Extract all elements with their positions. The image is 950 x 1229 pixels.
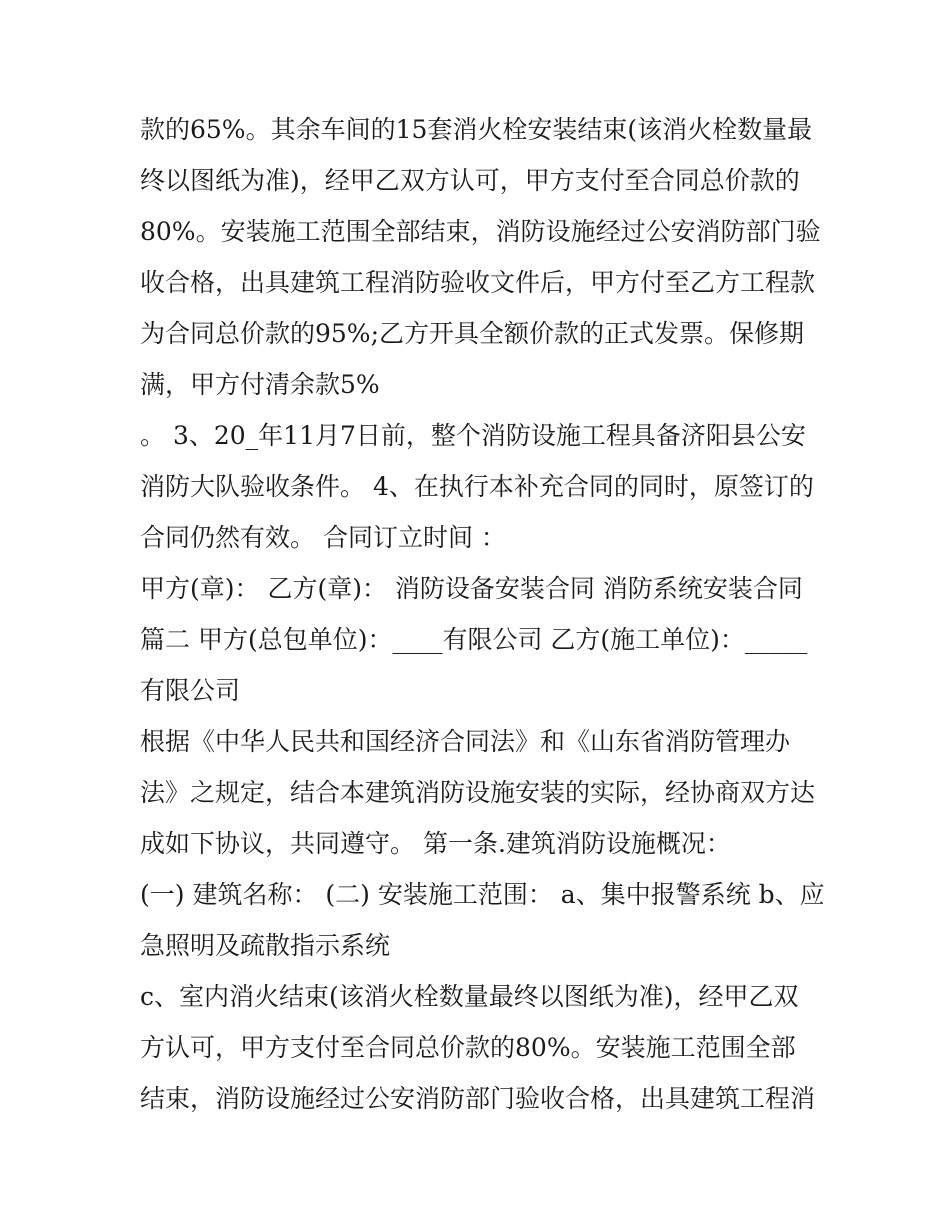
text-line: 为合同总价款的95%;乙方开具全额价款的正式发票。保修期	[140, 319, 804, 348]
text-line: 结束，消防设施经过公安消防部门验收合格，出具建筑工程消	[140, 1084, 816, 1113]
text-line: 款的65%。其余车间的15套消火栓安装结束(该消火栓数量最	[140, 115, 813, 144]
text-line: 有限公司	[140, 676, 241, 705]
text-line: 法》之规定，结合本建筑消防设施安装的实际，经协商双方达	[140, 778, 816, 807]
text-line: 收合格，出具建筑工程消防验收文件后，甲方付至乙方工程款	[140, 268, 816, 297]
text-line: 成如下协议，共同遵守。 第一条.建筑消防设施概况：	[140, 829, 731, 858]
text-line: 方认可，甲方支付至合同总价款的80%。安装施工范围全部	[140, 1033, 796, 1062]
document-body	[140, 104, 830, 1124]
text-line: 合同仍然有效。 合同订立时间 ：	[140, 523, 506, 552]
text-line: c、室内消火结束(该消火栓数量最终以图纸为准)，经甲乙双	[140, 982, 799, 1011]
text-line: 急照明及疏散指示系统	[140, 931, 391, 960]
text-line: 终以图纸为准)，经甲乙双方认可，甲方支付至合同总价款的	[140, 166, 800, 195]
text-line: (一) 建筑名称： (二) 安装施工范围： a、集中报警系统 b、应	[140, 880, 825, 909]
text-line: 满，甲方付清余款5%	[140, 370, 380, 399]
text-line: 。 3、20_年11月7日前，整个消防设施工程具备济阳县公安	[140, 421, 806, 450]
text-line: 80%。安装施工范围全部结束，消防设施经过公安消防部门验	[140, 217, 821, 246]
text-line: 消防大队验收条件。 4、在执行本补充合同的同时，原签订的	[140, 472, 814, 501]
text-line: 甲方(章)： 乙方(章)： 消防设备安装合同 消防系统安装合同	[140, 574, 803, 603]
text-line: 篇二 甲方(总包单位)：____有限公司 乙方(施工单位)：_____	[140, 625, 808, 654]
text-line: 根据《中华人民共和国经济合同法》和《山东省消防管理办	[140, 727, 791, 756]
